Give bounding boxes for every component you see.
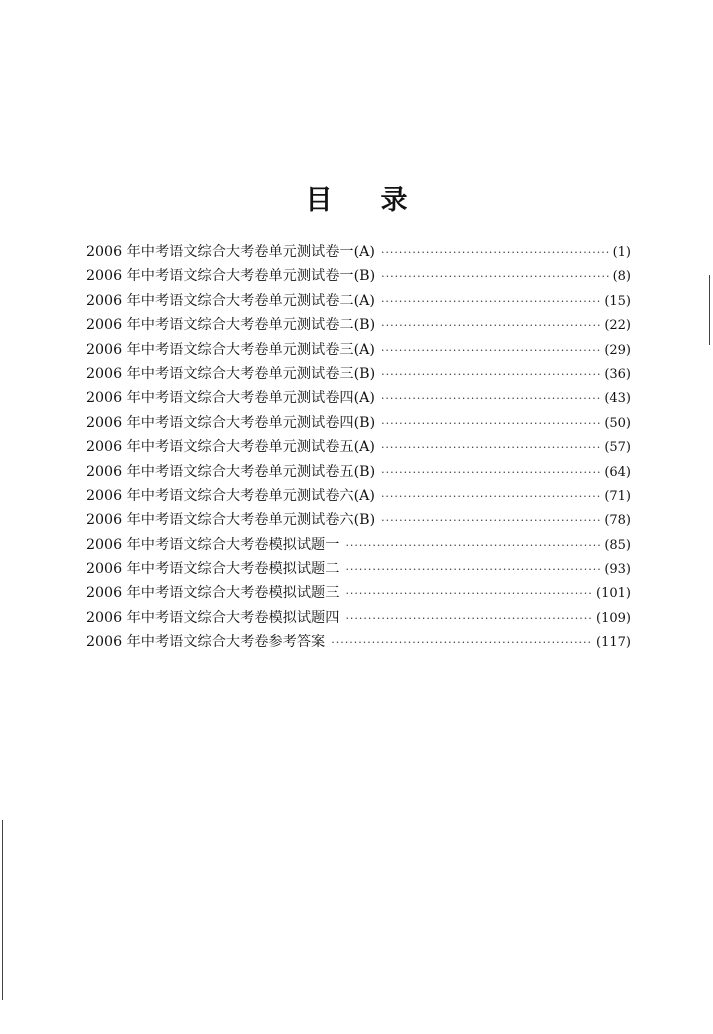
toc-leader-dots [381, 368, 600, 381]
toc-leader-dots [331, 636, 592, 649]
toc-entry[interactable] [86, 607, 631, 631]
toc-entry-title: 2006 年中考语文综合大考卷单元测试卷五(A) [86, 439, 375, 456]
toc-leader-dots [345, 587, 592, 600]
toc-entry-page-number: (78) [604, 513, 631, 529]
toc-leader-dots [381, 514, 600, 527]
toc-leader-dots [345, 539, 600, 552]
toc-entry-title: 2006 年中考语文综合大考卷模拟试题二 [86, 561, 340, 578]
toc-entry[interactable] [86, 582, 631, 606]
toc-entry[interactable] [86, 485, 631, 509]
table-of-contents [86, 241, 631, 656]
toc-entry-title: 2006 年中考语文综合大考卷单元测试卷一(B) [86, 268, 376, 285]
title-char-2: 录 [380, 185, 408, 216]
toc-entry-title: 2006 年中考语文综合大考卷单元测试卷二(A) [86, 292, 375, 309]
scan-edge-left [2, 820, 3, 1000]
toc-entry-page-number: (36) [604, 366, 631, 382]
toc-entry-title: 2006 年中考语文综合大考卷参考答案 [86, 634, 326, 651]
toc-leader-dots [345, 563, 600, 576]
page-title [0, 178, 713, 218]
toc-entry-page-number: (22) [604, 318, 631, 334]
toc-entry-page-number: (1) [612, 245, 631, 260]
toc-leader-dots [381, 490, 600, 503]
toc-entry-title: 2006 年中考语文综合大考卷模拟试题三 [86, 585, 340, 602]
toc-entry[interactable] [86, 339, 631, 363]
toc-leader-dots [381, 319, 600, 332]
toc-entry-title: 2006 年中考语文综合大考卷单元测试卷四(A) [86, 390, 375, 407]
toc-entry[interactable] [86, 363, 631, 387]
toc-entry[interactable] [86, 509, 631, 533]
toc-entry-title: 2006 年中考语文综合大考卷单元测试卷五(B) [86, 463, 376, 480]
toc-entry-title: 2006 年中考语文综合大考卷模拟试题一 [86, 536, 340, 553]
toc-entry[interactable] [86, 436, 631, 460]
toc-leader-dots [381, 417, 600, 430]
toc-entry[interactable] [86, 241, 631, 265]
toc-entry[interactable] [86, 631, 631, 655]
toc-entry[interactable] [86, 387, 631, 411]
toc-entry[interactable] [86, 534, 631, 558]
toc-leader-dots [381, 344, 600, 357]
toc-entry-page-number: (101) [596, 586, 631, 602]
toc-entry[interactable] [86, 290, 631, 314]
toc-entry-page-number: (64) [604, 464, 631, 480]
toc-entry-title: 2006 年中考语文综合大考卷单元测试卷一(A) [86, 244, 375, 260]
toc-entry-page-number: (93) [604, 562, 631, 578]
toc-entry-page-number: (43) [604, 391, 631, 407]
scan-edge-right [709, 275, 710, 345]
toc-entry[interactable] [86, 461, 631, 485]
toc-entry-page-number: (8) [612, 269, 631, 285]
toc-leader-dots [381, 466, 600, 479]
toc-entry-page-number: (71) [604, 488, 631, 504]
toc-leader-dots [381, 441, 600, 454]
toc-entry-title: 2006 年中考语文综合大考卷单元测试卷六(B) [86, 512, 376, 529]
toc-entry-page-number: (109) [596, 610, 631, 626]
toc-entry-title: 2006 年中考语文综合大考卷模拟试题四 [86, 609, 340, 626]
toc-entry-page-number: (57) [604, 440, 631, 456]
toc-entry[interactable] [86, 314, 631, 338]
toc-entry-page-number: (15) [604, 293, 631, 309]
toc-entry-title: 2006 年中考语文综合大考卷单元测试卷二(B) [86, 317, 376, 334]
toc-entry-page-number: (85) [604, 537, 631, 553]
toc-leader-dots [345, 612, 592, 625]
toc-entry-title: 2006 年中考语文综合大考卷单元测试卷三(B) [86, 365, 376, 382]
toc-leader-dots [381, 392, 600, 405]
toc-leader-dots [381, 295, 600, 308]
toc-entry-title: 2006 年中考语文综合大考卷单元测试卷四(B) [86, 414, 376, 431]
toc-entry-page-number: (50) [604, 415, 631, 431]
toc-entry-page-number: (29) [604, 342, 631, 358]
title-char-1: 目 [305, 185, 333, 216]
toc-entry[interactable] [86, 412, 631, 436]
toc-entry[interactable] [86, 265, 631, 289]
toc-leader-dots [381, 246, 609, 259]
toc-entry-page-number: (117) [596, 635, 631, 651]
toc-entry[interactable] [86, 558, 631, 582]
toc-entry-title: 2006 年中考语文综合大考卷单元测试卷六(A) [86, 487, 375, 504]
toc-entry-title: 2006 年中考语文综合大考卷单元测试卷三(A) [86, 341, 375, 358]
toc-leader-dots [381, 270, 608, 283]
